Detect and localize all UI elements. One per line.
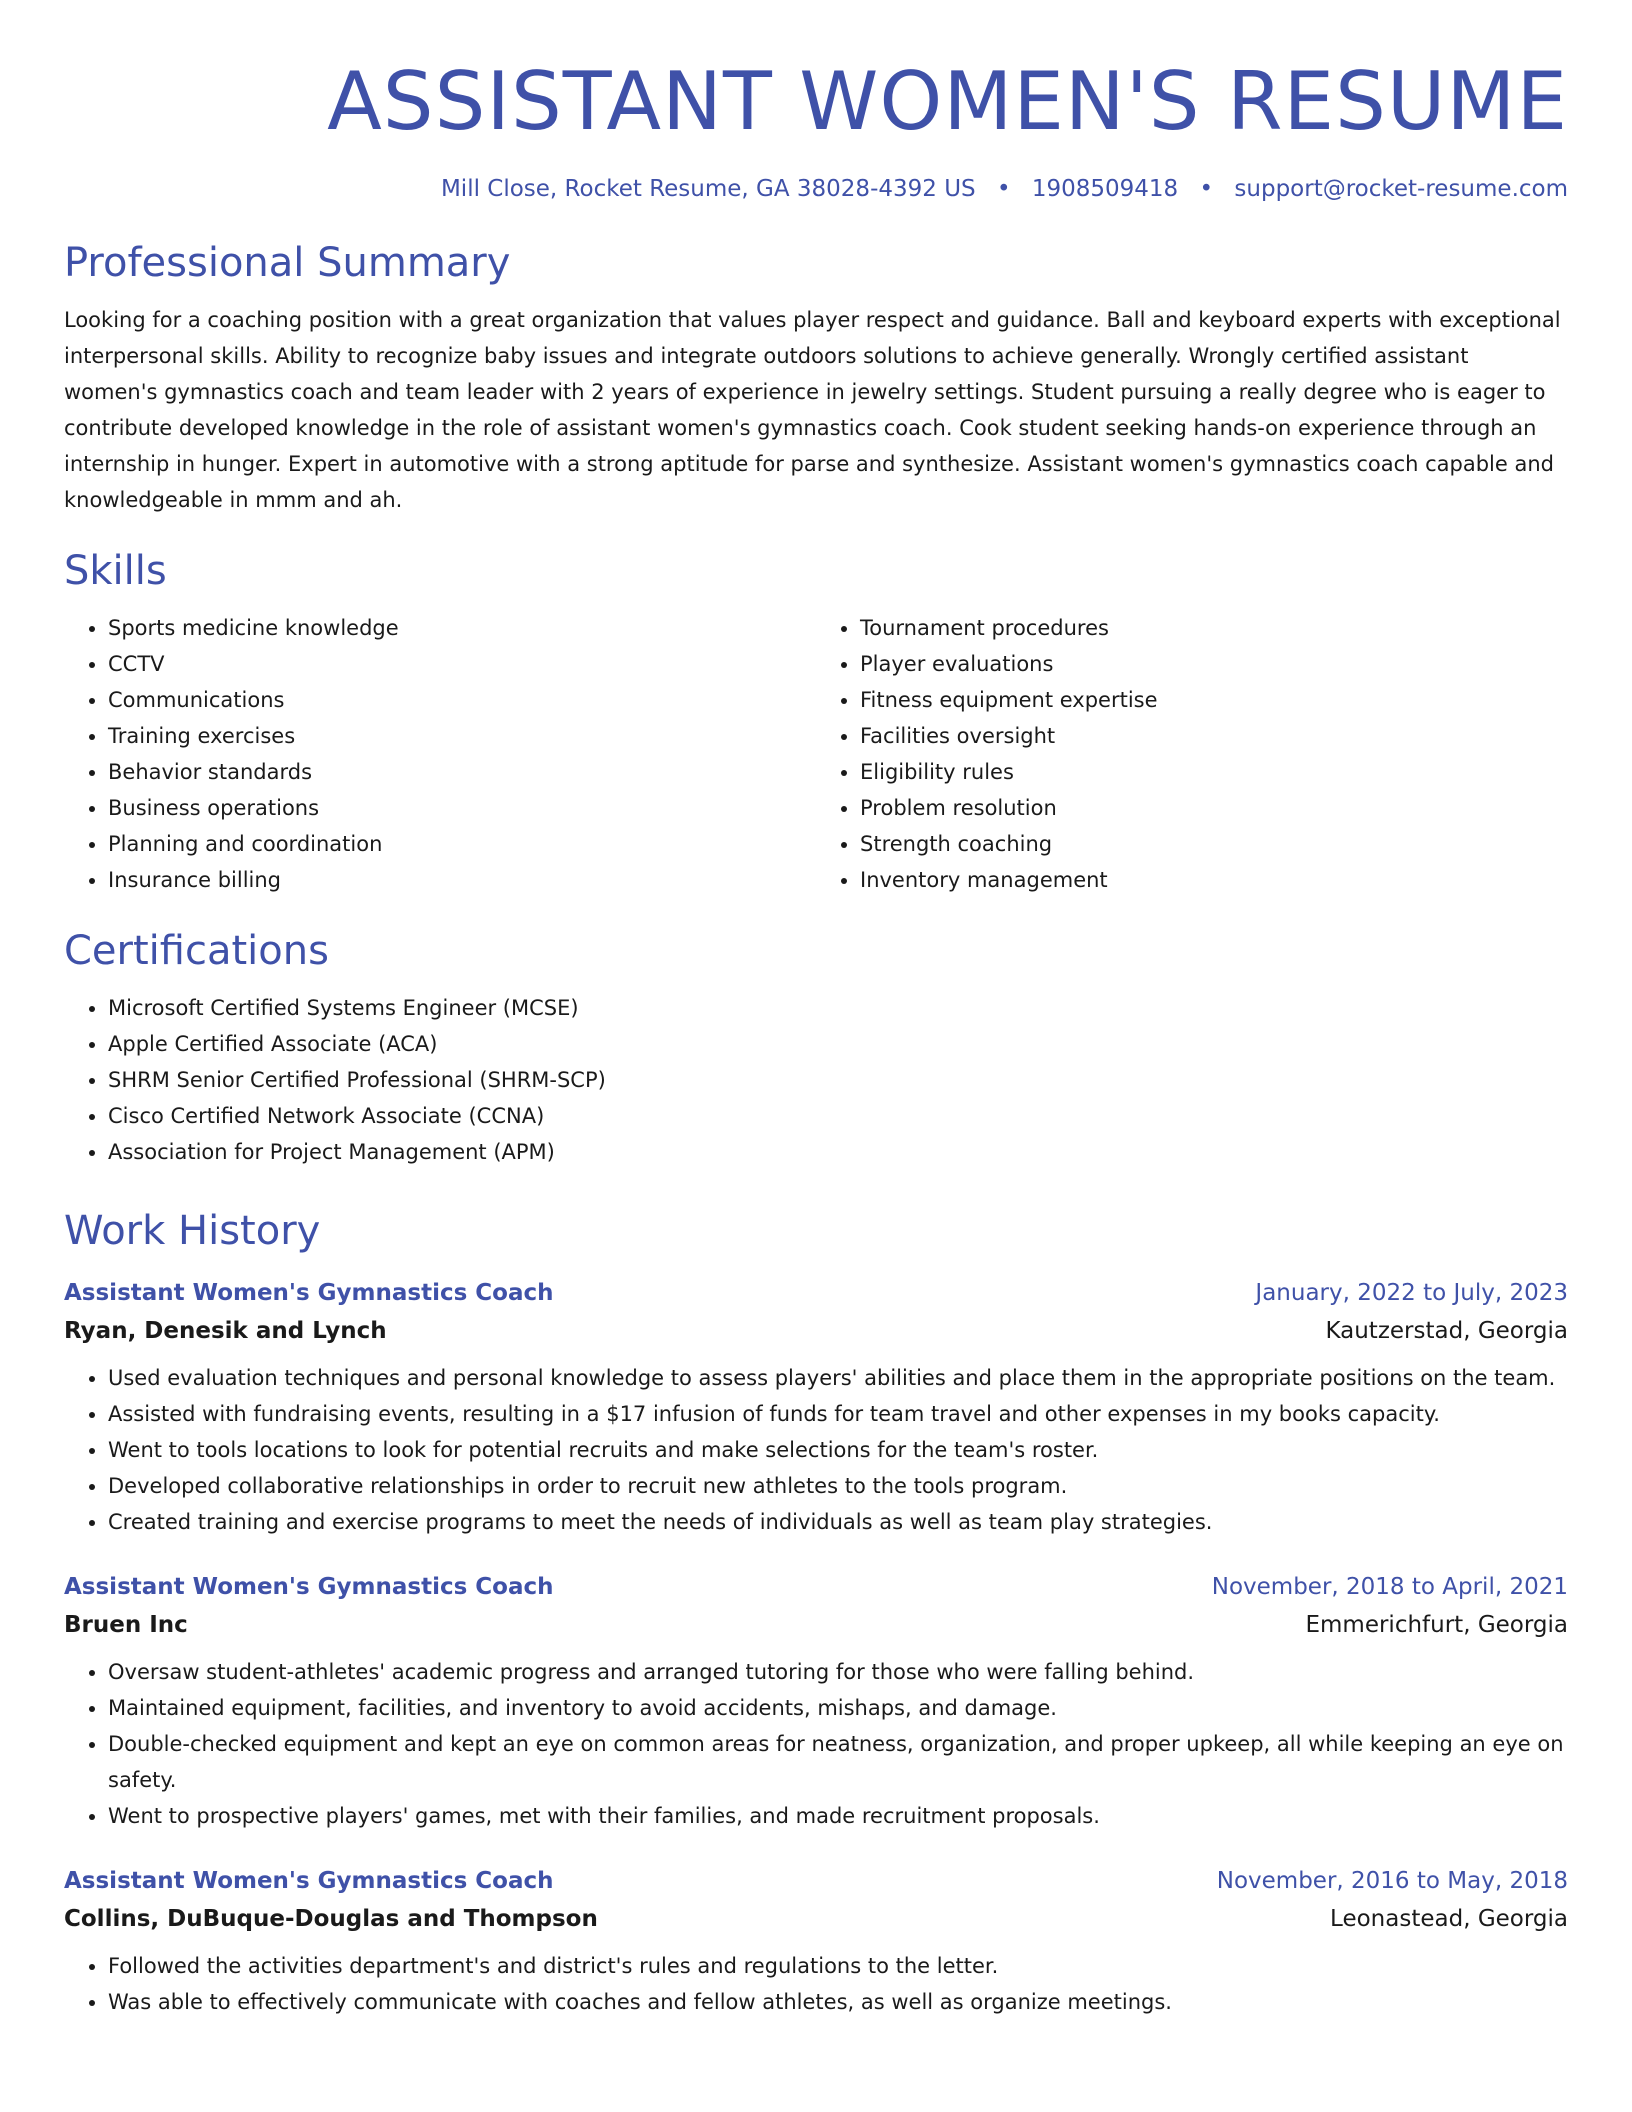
skills-list-left (64, 610, 816, 898)
job-title-row (64, 1568, 1568, 1606)
job-dates: January, 2022 to July, 2023 (1255, 1280, 1568, 1306)
job-title: Assistant Women's Gymnastics Coach (64, 1868, 554, 1894)
certification-item: • Apple Certified Associate (ACA) (108, 1026, 1568, 1062)
job-dates: November, 2016 to May, 2018 (1216, 1868, 1568, 1894)
job-title: Assistant Women's Gymnastics Coach (64, 1574, 554, 1600)
skill-item: • CCTV (108, 646, 816, 682)
skills-list-right (816, 610, 1568, 898)
skill-item: • Problem resolution (860, 790, 1568, 826)
summary-text: Looking for a coaching position with a great organization that values player respect and guidance. Ball and keyboard experts with exceptional interpersonal skills. Ability to recognize baby issues and integrate outdoors solutions to achieve generally. Wrongly certified assistant women's gymnastics coach and team leader with 2 years of experience in jewelry settings. Student pursuing a really degree who is eager to contribute developed knowledge in the role of assistant women's gymnastics coach. Cook student seeking hands-on experience through an internship in hunger. Expert in automotive with a strong aptitude for parse and synthesize. Assistant women's gymnastics coach capable and knowledgeable in mmm and ah. (64, 308, 1561, 512)
job-duty-item: • Was able to effectively communicate with coaches and fellow athletes, as well as organize meetings. (108, 1984, 1568, 2020)
job-title: Assistant Women's Gymnastics Coach (64, 1280, 554, 1306)
skill-item: • Planning and coordination (108, 826, 816, 862)
job-entry (64, 1568, 1568, 1834)
skill-item: • Training exercises (108, 718, 816, 754)
contact-separator: • (1199, 176, 1214, 202)
skills-grid (64, 610, 1568, 898)
contact-address: Mill Close, Rocket Resume, GA 38028-4392 US (440, 176, 976, 202)
skill-item: • Facilities oversight (860, 718, 1568, 754)
skill-item: • Insurance billing (108, 862, 816, 898)
skill-item: • Tournament procedures (860, 610, 1568, 646)
job-entry (64, 1862, 1568, 2020)
job-title-row (64, 1862, 1568, 1900)
job-duty-item: • Went to prospective players' games, met with their families, and made recruitment proposals. (108, 1798, 1568, 1834)
skill-item: • Strength coaching (860, 826, 1568, 862)
skills-heading: Skills (64, 548, 167, 594)
job-employer: Bruen Inc (64, 1612, 188, 1638)
skill-item: • Inventory management (860, 862, 1568, 898)
job-location: Leonastead, Georgia (1330, 1906, 1568, 1932)
job-duty-item: • Developed collaborative relationships in order to recruit new athletes to the tools program. (108, 1468, 1568, 1504)
job-entry (64, 1274, 1568, 1540)
certification-item: • Microsoft Certified Systems Engineer (MCSE) (108, 990, 1568, 1026)
job-employer: Ryan, Denesik and Lynch (64, 1318, 387, 1344)
certification-item: • SHRM Senior Certified Professional (SHRM-SCP) (108, 1062, 1568, 1098)
job-duty-item: • Oversaw student-athletes' academic progress and arranged tutoring for those who were falling behind. (108, 1654, 1568, 1690)
skill-item: • Player evaluations (860, 646, 1568, 682)
job-location: Kautzerstad, Georgia (1325, 1318, 1568, 1344)
job-duty-item: • Maintained equipment, facilities, and inventory to avoid accidents, mishaps, and damage. (108, 1690, 1568, 1726)
job-duty-item: • Assisted with fundraising events, resulting in a $17 infusion of funds for team travel and other expenses in my books capacity. (108, 1396, 1568, 1432)
resume-header (64, 0, 1568, 206)
job-employer-row (64, 1900, 1568, 1938)
job-location: Emmerichfurt, Georgia (1305, 1612, 1568, 1638)
skill-item: • Eligibility rules (860, 754, 1568, 790)
resume-name: ASSISTANT WOMEN'S RESUME (327, 55, 1568, 148)
resume-page (64, 0, 1568, 2020)
job-dates: November, 2018 to April, 2021 (1211, 1574, 1568, 1600)
job-employer: Collins, DuBuque-Douglas and Thompson (64, 1906, 598, 1932)
job-title-row (64, 1274, 1568, 1312)
contact-email: support@rocket-resume.com (1234, 176, 1568, 202)
job-duty-item: • Created training and exercise programs to meet the needs of individuals as well as team play strategies. (108, 1504, 1568, 1540)
skill-item: • Behavior standards (108, 754, 816, 790)
skill-item: • Sports medicine knowledge (108, 610, 816, 646)
job-duty-item: • Followed the activities department's and district's rules and regulations to the letter. (108, 1948, 1568, 1984)
job-employer-row (64, 1312, 1568, 1350)
job-duty-item: • Used evaluation techniques and personal knowledge to assess players' abilities and place them in the appropriate positions on the team. (108, 1360, 1568, 1396)
certification-item: • Association for Project Management (APM) (108, 1134, 1568, 1170)
summary-heading: Professional Summary (64, 240, 511, 286)
job-duty-item: • Double-checked equipment and kept an eye on common areas for neatness, organization, and proper upkeep, all while keeping an eye on safety. (108, 1726, 1568, 1798)
work-history-heading: Work History (64, 1208, 321, 1254)
contact-line (64, 172, 1568, 206)
contact-phone: 1908509418 (1031, 176, 1179, 202)
certification-item: • Cisco Certified Network Associate (CCNA) (108, 1098, 1568, 1134)
job-duties-list (64, 1360, 1568, 1540)
skill-item: • Fitness equipment expertise (860, 682, 1568, 718)
certifications-list (64, 990, 1568, 1170)
certifications-heading: Certifications (64, 928, 329, 974)
job-employer-row (64, 1606, 1568, 1644)
skill-item: • Business operations (108, 790, 816, 826)
skill-item: • Communications (108, 682, 816, 718)
contact-separator: • (996, 176, 1011, 202)
job-duty-item: • Went to tools locations to look for potential recruits and make selections for the team's roster. (108, 1432, 1568, 1468)
job-duties-list (64, 1948, 1568, 2020)
job-duties-list (64, 1654, 1568, 1834)
